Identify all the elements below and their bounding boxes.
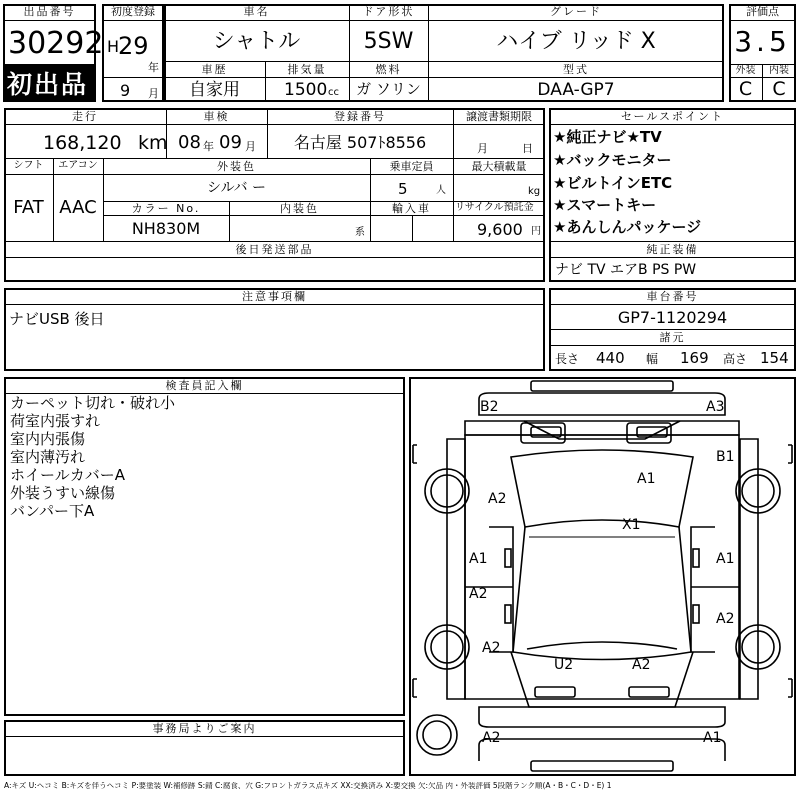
transfer-day-unit: 日 xyxy=(522,142,533,155)
door-type: 5SW xyxy=(363,29,414,54)
registration-number: 名古屋 507ﾄ8556 xyxy=(293,133,427,152)
inspector-note: ホイールカバーA xyxy=(10,466,125,484)
later-parts-label: 後日発送部品 xyxy=(235,243,314,256)
sales-point: ★スマートキー xyxy=(553,196,657,214)
inspection-year-unit: 年 xyxy=(203,140,214,153)
interior-color-label: 内装色 xyxy=(280,202,319,215)
height: 154 xyxy=(760,349,789,367)
car-damage-diagram xyxy=(409,377,796,776)
reg-year-unit: 年 xyxy=(148,61,159,74)
exterior-grade: C xyxy=(738,78,753,100)
mileage-label: 走行 xyxy=(72,110,98,123)
damage-mark: A2 xyxy=(469,586,488,602)
grade: ハイブ リッド X xyxy=(496,29,656,54)
inspection-label: 車検 xyxy=(203,110,230,123)
mileage-unit: km xyxy=(138,132,168,154)
sales-point: ★バックモニター xyxy=(553,151,672,169)
history-label: 車歴 xyxy=(201,63,228,76)
displacement-label: 排気量 xyxy=(287,63,327,76)
sales-point: ★あんしんパッケージ xyxy=(553,218,702,236)
front-bumper-shape xyxy=(531,381,673,391)
equipment: ナビ TV エアB PS PW xyxy=(555,262,697,278)
door-label: ドア形状 xyxy=(362,5,415,18)
score-label: 評価点 xyxy=(746,5,779,18)
load-unit: kg xyxy=(528,186,541,197)
damage-mark: A2 xyxy=(482,730,501,746)
inspector-label: 検査員記入欄 xyxy=(165,379,244,392)
office-label: 事務局よりご案内 xyxy=(152,722,257,735)
exterior-label: 外装 xyxy=(735,65,756,76)
color: シルバ ー xyxy=(206,180,267,196)
car-name-label: 車名 xyxy=(243,5,270,18)
interior-label: 内装 xyxy=(769,65,789,76)
recycle-label: リサイクル預託金 xyxy=(455,202,534,213)
color-no: NH830M xyxy=(131,219,201,238)
registration-label: 登録番号 xyxy=(334,110,386,123)
capacity-unit: 人 xyxy=(436,185,446,196)
capacity-label: 乗車定員 xyxy=(389,160,434,173)
history: 自家用 xyxy=(189,80,240,100)
damage-mark: A3 xyxy=(706,399,725,415)
damage-mark: A1 xyxy=(703,730,722,746)
fuel-label: 燃料 xyxy=(375,63,402,76)
lot-number: 30292 xyxy=(8,26,104,61)
mileage: 168,120 xyxy=(43,132,122,154)
inspection-year: 08 xyxy=(178,132,201,153)
windshield xyxy=(511,450,693,527)
height-label: 高さ xyxy=(723,352,748,366)
displacement: 1500 xyxy=(284,80,328,100)
damage-mark: A2 xyxy=(716,611,735,627)
length: 440 xyxy=(596,349,625,367)
first-listing-badge-text: 初出品 xyxy=(7,70,89,99)
grade-label: グレード xyxy=(550,5,602,18)
color-label: 外装色 xyxy=(217,160,256,173)
damage-mark: B2 xyxy=(480,399,499,415)
shift: FAT xyxy=(13,197,44,218)
rear-bumper-shape xyxy=(531,761,673,771)
length-label: 長さ xyxy=(555,352,580,366)
recycle-fee: 9,600 xyxy=(477,220,523,239)
import-label: 輸入車 xyxy=(392,202,431,215)
front-bumper-outline xyxy=(479,393,725,415)
shift-label: シフト xyxy=(13,160,44,171)
reg-year: 29 xyxy=(118,32,149,60)
width: 169 xyxy=(680,349,709,367)
equipment-label: 純正装備 xyxy=(646,243,699,256)
inspector-note: 外装うすい線傷 xyxy=(10,484,116,502)
displacement-unit: cc xyxy=(328,87,339,98)
rear-bumper-outline xyxy=(479,707,725,727)
sales-point: ★純正ナビ★TV xyxy=(553,128,662,146)
damage-mark: A1 xyxy=(469,551,488,567)
damage-mark: B1 xyxy=(716,449,735,465)
model-label: 型式 xyxy=(563,63,589,76)
interior-grade: C xyxy=(772,78,786,100)
first-registration-label: 初度登録 xyxy=(111,5,155,18)
inspection-month: 09 xyxy=(219,132,242,153)
chassis-number: GP7-1120294 xyxy=(617,308,728,327)
era: H xyxy=(107,37,120,56)
damage-mark: X1 xyxy=(622,517,641,533)
interior-color-unit: 系 xyxy=(355,227,365,238)
color-no-label: カラー No. xyxy=(131,202,201,215)
load-label: 最大積載量 xyxy=(471,160,527,173)
fuel: ガ ソリン xyxy=(356,80,421,98)
notes-label: 注意事項欄 xyxy=(242,290,307,303)
damage-mark: A1 xyxy=(637,471,656,487)
reg-month: 9 xyxy=(120,81,131,100)
ac-label: エアコン xyxy=(58,160,98,171)
sales-points-label: セールスポイント xyxy=(620,110,724,123)
spare-wheel xyxy=(417,715,457,755)
chassis-label: 車台番号 xyxy=(646,290,699,303)
notes-text: ナビUSB 後日 xyxy=(9,310,105,328)
car-name: シャトル xyxy=(212,29,301,54)
ac: AAC xyxy=(59,197,97,218)
reg-month-unit: 月 xyxy=(148,87,159,100)
score: 3.5 xyxy=(734,25,791,58)
hood-front xyxy=(465,421,739,435)
transfer-month-unit: 月 xyxy=(477,142,488,155)
capacity: 5 xyxy=(398,180,408,198)
damage-mark: A2 xyxy=(482,640,501,656)
inspector-note: 室内薄汚れ xyxy=(10,448,86,466)
damage-mark: A1 xyxy=(716,551,735,567)
inspection-month-unit: 月 xyxy=(245,140,256,153)
model: DAA-GP7 xyxy=(537,80,615,100)
inspector-note: 荷室内張すれ xyxy=(10,412,101,430)
lot-number-label: 出品番号 xyxy=(23,5,76,18)
damage-legend: A:キズ U:ヘコミ B:キズを伴うヘコミ P:要塗装 W:補修跡 S:錆 C:腐食、穴 G:フロントガラス点キズ XX:交換済み X:要交換 欠:欠品 内・外装評価 5段階ランク順(A・B・C・D・E) 1 xyxy=(4,782,612,790)
dimensions-label: 諸元 xyxy=(659,331,686,344)
damage-mark: A2 xyxy=(488,491,507,507)
inspector-note: 室内内張傷 xyxy=(10,430,86,448)
sales-point: ★ビルトインETC xyxy=(553,174,673,192)
damage-mark: U2 xyxy=(554,657,574,673)
inspector-note: カーペット切れ・破れ小 xyxy=(10,394,176,412)
damage-mark: A2 xyxy=(632,657,651,673)
inspector-note: バンパー下A xyxy=(10,502,95,520)
width-label: 幅 xyxy=(646,352,659,366)
recycle-unit: 円 xyxy=(531,226,541,237)
transfer-deadline-label: 譲渡書類期限 xyxy=(466,110,532,123)
